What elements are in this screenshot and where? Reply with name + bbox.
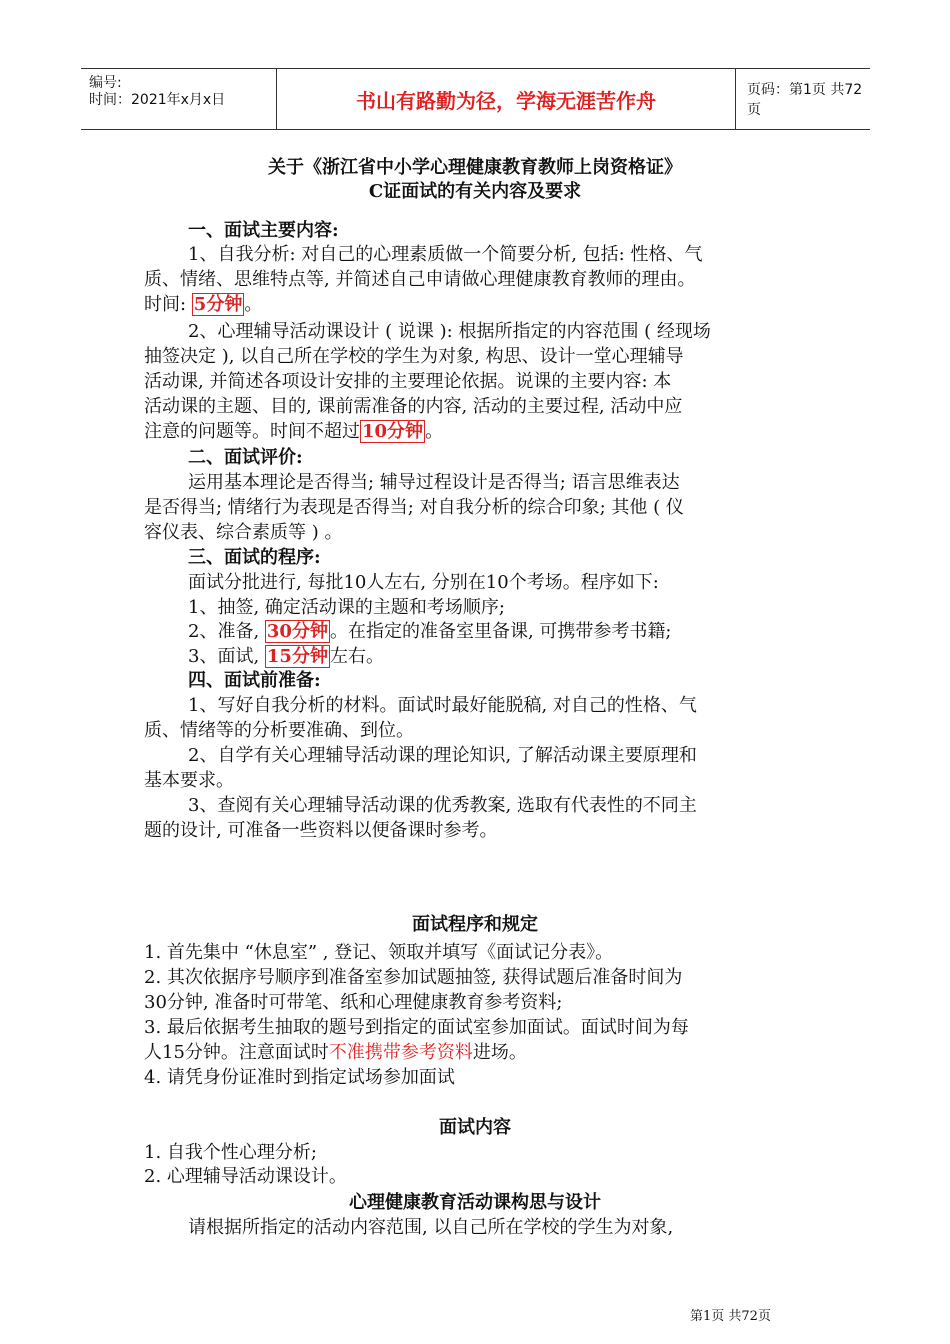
paragraph-line: 人15分钟。注意面试时不准携带参考资料进场。 [144, 1042, 527, 1063]
header-meta [81, 69, 277, 129]
paragraph-line: 请根据所指定的活动内容范围, 以自己所在学校的学生为对象, [188, 1217, 674, 1238]
doc-title-line2: C证面试的有关内容及要求 [368, 181, 582, 202]
paragraph-line: 题的设计, 可准备一些资料以便备课时参考。 [144, 820, 498, 841]
paragraph-line: 基本要求。 [144, 770, 234, 791]
section-title: 面试程序和规定 [412, 914, 538, 935]
paragraph-line: 1、自我分析: 对自己的心理素质做一个简要分析, 包括: 性格、气 [188, 244, 703, 265]
paragraph-line: 2. 心理辅导活动课设计。 [144, 1166, 347, 1187]
paragraph-line: 活动课的主题、目的, 课前需准备的内容, 活动的主要过程, 活动中应 [144, 396, 683, 417]
time-highlight: 5分钟 [193, 294, 243, 315]
paragraph-line: 时间: 5分钟 。 [144, 294, 263, 315]
paragraph-line: 2、心理辅导活动课设计 ( 说课 ): 根据所指定的内容范围 ( 经现场 [188, 321, 711, 342]
doc-number-label: 编号: [89, 75, 122, 91]
time-highlight: 15分钟 [266, 646, 328, 667]
time-highlight: 30分钟 [266, 621, 328, 642]
paragraph-line: 1. 首先集中 “休息室” , 登记、领取并填写《面试记分表》。 [144, 942, 614, 963]
paragraph-line: 1、抽签, 确定活动课的主题和考场顺序; [188, 597, 505, 618]
section-title: 面试内容 [439, 1117, 511, 1138]
warning-text: 不准携带参考资料 [328, 1042, 473, 1063]
paragraph-line: 4. 请凭身份证准时到指定试场参加面试 [144, 1067, 455, 1088]
paragraph-line: 2. 其次依据序号顺序到准备室参加试题抽签, 获得试题后准备时间为 [144, 967, 683, 988]
header-motto: 书山有路勤为径，学海无涯苦作舟 [277, 69, 736, 129]
page-footer: 第1页 共72页 [690, 1309, 771, 1324]
page-header [81, 68, 870, 130]
paragraph-line: 质、情绪等的分析要准确、到位。 [144, 720, 414, 741]
paragraph-line: 30分钟, 准备时可带笔、纸和心理健康教育参考资料; [144, 992, 563, 1013]
paragraph-line: 1、写好自我分析的材料。面试时最好能脱稿, 对自己的性格、气 [188, 695, 697, 716]
paragraph-line: 注意的问题等。时间不超过 10分钟 。 [144, 421, 444, 442]
section-heading: 二、面试评价: [188, 447, 303, 468]
paragraph-line: 是否得当; 情绪行为表现是否得当; 对自我分析的综合印象; 其他 ( 仪 [144, 497, 684, 518]
paragraph-line: 1. 自我个性心理分析; [144, 1142, 317, 1163]
section-heading: 三、面试的程序: [188, 547, 321, 568]
time-highlight: 10分钟 [362, 421, 424, 442]
section-heading: 一、面试主要内容: [188, 220, 339, 241]
paragraph-line: 容仪表、综合素质等 ) 。 [144, 522, 343, 543]
paragraph-line: 3、面试, 15分钟 左右。 [188, 646, 384, 667]
paragraph-line: 3. 最后依据考生抽取的题号到指定的面试室参加面试。面试时间为每 [144, 1017, 689, 1038]
paragraph-line: 活动课, 并简述各项设计安排的主要理论依据。说课的主要内容: 本 [144, 371, 672, 392]
header-page-label: 页码：第1页 共72页 [747, 82, 863, 118]
paragraph-line: 2、准备, 30分钟 。在指定的准备室里备课, 可携带参考书籍; [188, 621, 672, 642]
paragraph-line: 抽签决定 ), 以自己所在学校的学生为对象, 构思、设计一堂心理辅导 [144, 346, 684, 367]
doc-time-label: 时间：2021年x月x日 [89, 92, 226, 108]
section-title: 心理健康教育活动课构思与设计 [349, 1192, 601, 1213]
paragraph-line: 运用基本理论是否得当; 辅导过程设计是否得当; 语言思维表达 [188, 472, 680, 493]
paragraph-line: 2、自学有关心理辅导活动课的理论知识, 了解活动课主要原理和 [188, 745, 697, 766]
paragraph-line: 3、查阅有关心理辅导活动课的优秀教案, 选取有代表性的不同主 [188, 795, 697, 816]
doc-title-line1: 关于《浙江省中小学心理健康教育教师上岗资格证》 [268, 157, 682, 178]
paragraph-line: 面试分批进行, 每批10人左右, 分别在10个考场。程序如下: [188, 572, 659, 593]
section-heading: 四、面试前准备: [188, 670, 321, 691]
paragraph-line: 质、情绪、思维特点等, 并简述自己申请做心理健康教育教师的理由。 [144, 269, 696, 290]
